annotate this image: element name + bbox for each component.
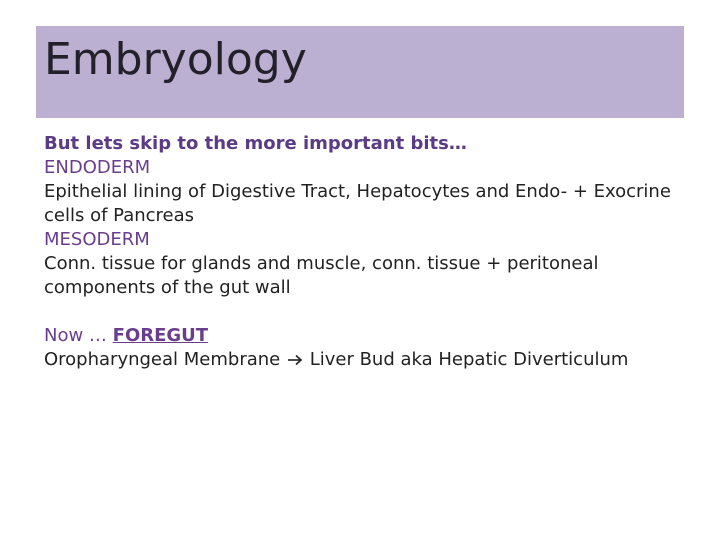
title-band: [36, 26, 684, 118]
endoderm-text-1: Epithelial lining of Digestive Tract, Hepatocytes and Endo- + Exocrine: [44, 181, 671, 202]
foregut-label: FOREGUT: [112, 325, 209, 346]
mesoderm-text-1: Conn. tissue for glands and muscle, conn. tissue + peritoneal: [44, 253, 599, 274]
mesoderm-text-2: components of the gut wall: [44, 277, 291, 298]
foregut-line: [44, 324, 684, 348]
endoderm-text-2: cells of Pancreas: [44, 205, 195, 226]
right-arrow-icon: [286, 348, 304, 372]
membrane-text: Oropharyngeal Membrane: [44, 349, 281, 370]
intro-line: But lets skip to the more important bits…: [44, 133, 467, 154]
spacer: [44, 300, 684, 324]
liver-bud-text: Liver Bud aka Hepatic Diverticulum: [303, 349, 629, 370]
mesoderm-heading: MESODERM: [44, 229, 150, 250]
now-prefix: Now …: [44, 325, 113, 346]
endoderm-heading: ENDODERM: [44, 157, 151, 178]
slide-body: [44, 132, 684, 372]
membrane-line: [44, 348, 684, 372]
slide-title: Embryology: [44, 34, 307, 85]
